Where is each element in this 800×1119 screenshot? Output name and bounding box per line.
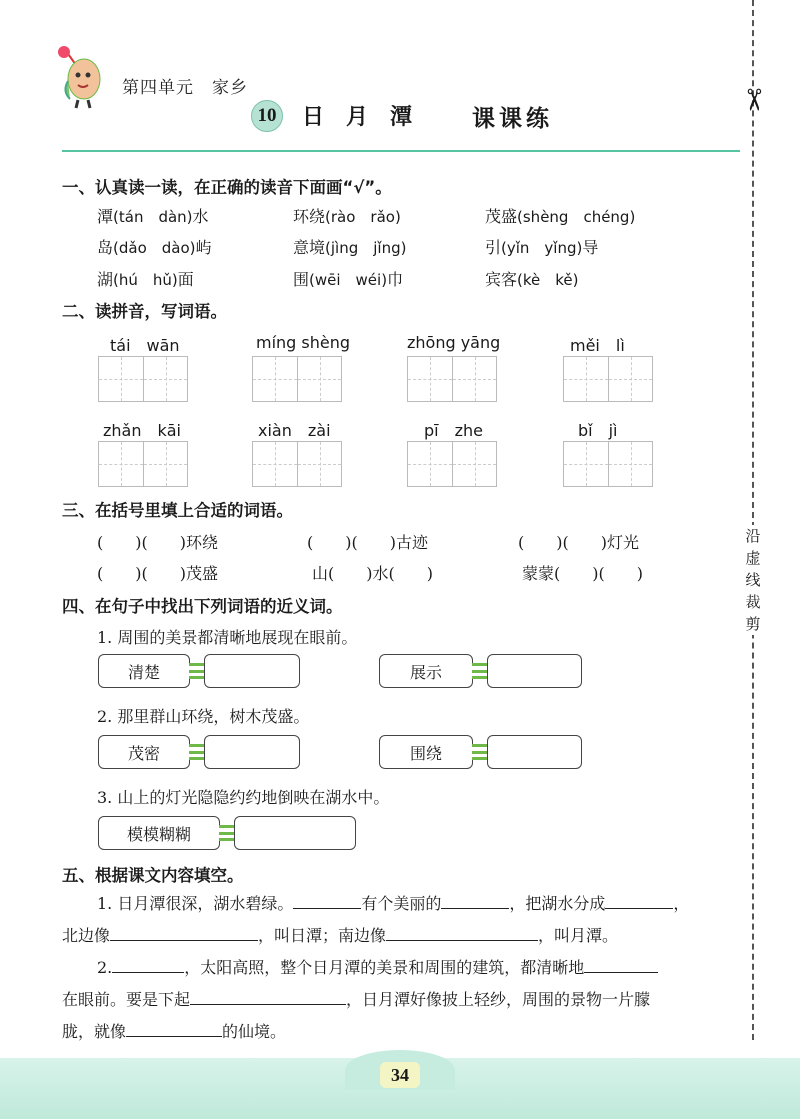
link-icon [189, 744, 205, 760]
mascot-icon [52, 45, 112, 110]
writing-grid[interactable] [98, 441, 188, 487]
link-icon [472, 663, 488, 679]
q3-item[interactable]: ( )( )环绕 [97, 533, 218, 552]
fill-blank[interactable] [584, 956, 658, 973]
q3-heading: 三、在括号里填上合适的词语。 [62, 501, 293, 520]
answer-box[interactable] [204, 735, 300, 769]
q5-line: 1. 日月潭很深，湖水碧绿。 有个美丽的 ，把湖水分成 ， [97, 894, 690, 913]
writing-grid[interactable] [563, 356, 653, 402]
q1-item: 环绕(rào rǎo) [293, 207, 401, 226]
fill-blank[interactable] [441, 892, 509, 909]
q5-line: 在眼前。要是下起 ，日月潭好像披上轻纱，周围的景物一片朦 [62, 990, 651, 1009]
fill-blank[interactable] [126, 1020, 222, 1037]
unit-label: 第四单元 家乡 [122, 78, 248, 98]
answer-box[interactable] [487, 654, 582, 688]
writing-grid[interactable] [407, 356, 497, 402]
q1-item: 宾客(kè kě) [485, 270, 579, 289]
q4-sentence: 2. 那里群山环绕，树木茂盛。 [97, 707, 310, 726]
writing-grid[interactable] [252, 441, 342, 487]
pinyin-label: míng shèng [256, 333, 351, 352]
pinyin-label: xiàn zài [258, 421, 331, 440]
answer-box[interactable] [234, 816, 356, 850]
link-icon [472, 744, 488, 760]
q1-item: 意境(jìng jǐng) [293, 238, 407, 257]
word-box: 清楚 [98, 654, 190, 688]
q4-sentence: 3. 山上的灯光隐隐约约地倒映在湖水中。 [97, 788, 390, 807]
q5-line: 胧，就像 的仙境。 [62, 1022, 287, 1041]
pinyin-label: měi lì [570, 336, 625, 355]
q1-item: 潭(tán dàn)水 [97, 207, 209, 226]
q3-item[interactable]: 山( )水( ) [312, 564, 433, 583]
q3-item[interactable]: ( )( )茂盛 [97, 564, 218, 583]
lesson-number-badge: 10 [251, 100, 283, 132]
q5-line: 北边像 ，叫日潭；南边像 ，叫月潭。 [62, 926, 619, 945]
fill-blank[interactable] [190, 988, 346, 1005]
q1-item: 茂盛(shèng chéng) [485, 207, 636, 226]
writing-grid[interactable] [98, 356, 188, 402]
q4-heading: 四、在句子中找出下列词语的近义词。 [62, 597, 343, 616]
link-icon [189, 663, 205, 679]
word-box: 展示 [379, 654, 473, 688]
answer-box[interactable] [487, 735, 582, 769]
fill-blank[interactable] [386, 924, 538, 941]
series-name: 课课练 [472, 105, 553, 132]
q1-heading: 一、认真读一读，在正确的读音下面画“√”。 [62, 178, 392, 197]
q3-item[interactable]: 蒙蒙( )( ) [522, 564, 643, 583]
pinyin-label: tái wān [110, 336, 180, 355]
writing-grid[interactable] [563, 441, 653, 487]
q4-sentence: 1. 周围的美景都清晰地展现在眼前。 [97, 628, 358, 647]
lesson-title: 日月潭 [302, 104, 435, 130]
q1-item: 引(yǐn yǐng)导 [485, 238, 599, 257]
pinyin-label: pī zhe [424, 421, 483, 440]
cut-instruction: 沿虚线裁剪 [742, 525, 764, 635]
word-box: 茂密 [98, 735, 190, 769]
word-box: 模模糊糊 [98, 816, 220, 850]
q3-item[interactable]: ( )( )灯光 [518, 533, 639, 552]
q2-heading: 二、读拼音，写词语。 [62, 302, 227, 321]
q1-item: 围(wēi wéi)巾 [293, 270, 404, 289]
cut-dashed-line [752, 0, 754, 1040]
answer-box[interactable] [204, 654, 300, 688]
q1-item: 湖(hú hǔ)面 [97, 270, 194, 289]
fill-blank[interactable] [110, 924, 258, 941]
scissors-icon: ✂ [735, 87, 771, 113]
writing-grid[interactable] [407, 441, 497, 487]
pinyin-label: bǐ jì [578, 421, 618, 440]
header-divider [62, 150, 740, 152]
writing-grid[interactable] [252, 356, 342, 402]
q5-heading: 五、根据课文内容填空。 [62, 866, 244, 885]
fill-blank[interactable] [293, 892, 361, 909]
word-box: 围绕 [379, 735, 473, 769]
q1-item: 岛(dǎo dào)屿 [97, 238, 212, 257]
fill-blank[interactable] [112, 956, 184, 973]
link-icon [219, 825, 235, 841]
pinyin-label: zhōng yāng [407, 333, 501, 352]
pinyin-label: zhǎn kāi [103, 421, 182, 440]
page-number: 34 [380, 1062, 420, 1088]
fill-blank[interactable] [605, 892, 673, 909]
q5-line: 2. ，太阳高照，整个日月潭的美景和周围的建筑，都清晰地 [97, 956, 658, 979]
q3-item[interactable]: ( )( )古迹 [307, 533, 428, 552]
